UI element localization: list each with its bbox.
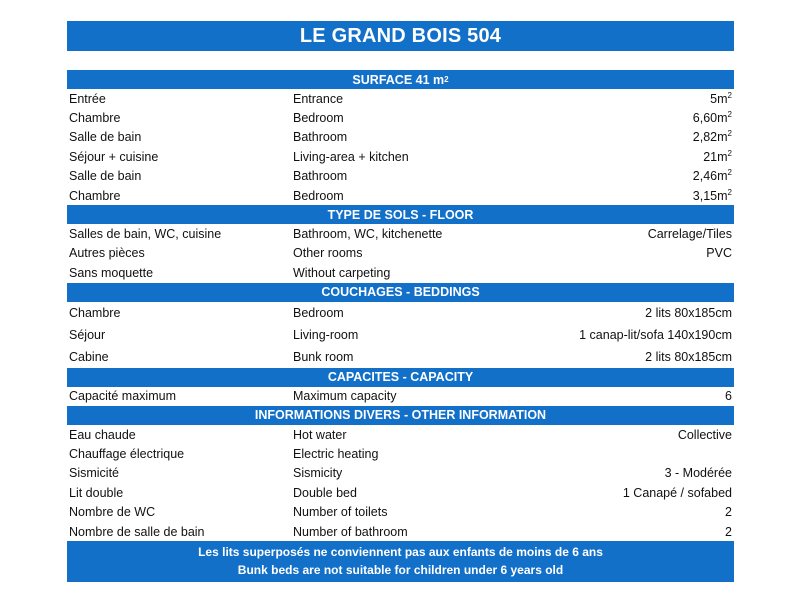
value-text: 1 canap-lit/sofa 140x190cm bbox=[579, 327, 732, 342]
label-en: Entrance bbox=[293, 91, 344, 106]
label-fr: Nombre de WC bbox=[69, 505, 156, 520]
label-fr: Chambre bbox=[69, 111, 121, 126]
label-en: Maximum capacity bbox=[293, 389, 397, 404]
value bbox=[517, 466, 734, 480]
table-row bbox=[67, 186, 734, 205]
value bbox=[517, 150, 734, 164]
value bbox=[517, 111, 734, 125]
warning-text-en: Bunk beds are not suitable for children under 6 years old bbox=[237, 563, 564, 578]
label-fr: Sans moquette bbox=[69, 265, 154, 280]
label-fr: Nombre de salle de bain bbox=[69, 524, 205, 539]
label-fr: Salle de bain bbox=[69, 169, 142, 184]
label-en: Other rooms bbox=[293, 246, 363, 261]
label-en: Bedroom bbox=[293, 111, 344, 126]
table-row bbox=[67, 324, 734, 346]
value-text: 3 - Modérée bbox=[664, 466, 732, 481]
label-fr: Séjour bbox=[69, 327, 106, 342]
label-en: Bedroom bbox=[293, 305, 344, 320]
section-floor-rows bbox=[67, 224, 734, 282]
value-text: Carrelage/Tiles bbox=[647, 227, 732, 242]
value bbox=[517, 306, 734, 320]
table-row bbox=[67, 263, 734, 282]
value-text: 2 bbox=[725, 505, 732, 520]
warning-text-fr: Les lits superposés ne conviennent pas aux enfants de moins de 6 ans bbox=[198, 545, 603, 560]
section-header-surface-label: SURFACE 41 m bbox=[352, 72, 445, 87]
value bbox=[517, 486, 734, 500]
page-title: LE GRAND BOIS 504 bbox=[67, 21, 734, 51]
value bbox=[517, 169, 734, 183]
label-en: Hot water bbox=[293, 427, 347, 442]
label-fr: Autres pièces bbox=[69, 246, 145, 261]
unit-superscript: 2 bbox=[727, 148, 732, 158]
value bbox=[517, 92, 734, 106]
table-row bbox=[67, 128, 734, 147]
label-en: Sismicity bbox=[293, 466, 343, 481]
section-header-beddings: COUCHAGES - BEDDINGS bbox=[67, 283, 734, 302]
label-en: Double bed bbox=[293, 485, 357, 500]
table-row bbox=[67, 483, 734, 502]
table-row bbox=[67, 444, 734, 463]
table-row bbox=[67, 302, 734, 324]
section-header-surface: SURFACE 41 m 2 bbox=[67, 70, 734, 89]
table-row bbox=[67, 108, 734, 127]
section-header-other: INFORMATIONS DIVERS - OTHER INFORMATION bbox=[67, 406, 734, 425]
value-text: 1 Canapé / sofabed bbox=[622, 485, 732, 500]
label-en: Electric heating bbox=[293, 446, 379, 461]
value bbox=[517, 189, 734, 203]
value bbox=[517, 428, 734, 442]
label-en: Bathroom bbox=[293, 130, 348, 145]
value-text: 3,15m bbox=[692, 188, 728, 203]
unit-superscript: 2 bbox=[727, 90, 732, 100]
value bbox=[517, 389, 734, 403]
section-header-floor: TYPE DE SOLS - FLOOR bbox=[67, 205, 734, 224]
value-text: 2 lits 80x185cm bbox=[645, 349, 732, 364]
table-row bbox=[67, 224, 734, 243]
label-fr: Séjour + cuisine bbox=[69, 149, 159, 164]
value-text: 2,46m bbox=[692, 169, 728, 184]
value bbox=[517, 505, 734, 519]
table-row bbox=[67, 89, 734, 108]
label-en: Bedroom bbox=[293, 188, 344, 203]
table-row bbox=[67, 425, 734, 444]
label-fr: Salle de bain bbox=[69, 130, 142, 145]
table-row bbox=[67, 522, 734, 541]
table-row bbox=[67, 346, 734, 368]
unit-superscript: 2 bbox=[727, 187, 732, 197]
value bbox=[517, 130, 734, 144]
unit-superscript: 2 bbox=[727, 168, 732, 178]
section-capacity-rows bbox=[67, 387, 734, 406]
value-text: 5m bbox=[710, 91, 728, 106]
label-en: Number of toilets bbox=[293, 505, 388, 520]
value bbox=[517, 246, 734, 260]
label-fr: Sismicité bbox=[69, 466, 120, 481]
label-en: Bathroom, WC, kitchenette bbox=[293, 227, 443, 242]
section-other-rows bbox=[67, 425, 734, 541]
label-fr: Capacité maximum bbox=[69, 389, 176, 404]
section-beddings-rows bbox=[67, 302, 734, 368]
value bbox=[517, 227, 734, 241]
label-en: Living-area + kitchen bbox=[293, 149, 409, 164]
bunk-bed-warning bbox=[67, 541, 734, 582]
label-fr: Chambre bbox=[69, 188, 121, 203]
label-fr: Chambre bbox=[69, 305, 121, 320]
table-row bbox=[67, 502, 734, 521]
label-fr: Chauffage électrique bbox=[69, 446, 185, 461]
label-en: Bathroom bbox=[293, 169, 348, 184]
unit-superscript: 2 bbox=[727, 109, 732, 119]
value bbox=[517, 328, 734, 342]
value-text: 6,60m bbox=[692, 111, 728, 126]
section-header-capacity: CAPACITES - CAPACITY bbox=[67, 368, 734, 387]
label-fr: Eau chaude bbox=[69, 427, 136, 442]
unit-superscript: 2 bbox=[727, 129, 732, 139]
value bbox=[517, 525, 734, 539]
label-fr: Lit double bbox=[69, 485, 124, 500]
table-row bbox=[67, 464, 734, 483]
section-surface-rows bbox=[67, 89, 734, 205]
value-text: 2 bbox=[725, 524, 732, 539]
table-row bbox=[67, 147, 734, 166]
label-en: Without carpeting bbox=[293, 265, 391, 280]
table-row bbox=[67, 167, 734, 186]
value-text: 6 bbox=[725, 389, 732, 404]
label-fr: Cabine bbox=[69, 349, 109, 364]
value-text: 2 lits 80x185cm bbox=[645, 305, 732, 320]
value-text: Collective bbox=[677, 427, 732, 442]
value-text: 2,82m bbox=[692, 130, 728, 145]
table-row bbox=[67, 244, 734, 263]
label-en: Number of bathroom bbox=[293, 524, 408, 539]
label-fr: Salles de bain, WC, cuisine bbox=[69, 227, 222, 242]
label-en: Bunk room bbox=[293, 349, 354, 364]
value bbox=[517, 350, 734, 364]
value-text: PVC bbox=[706, 246, 732, 261]
property-sheet bbox=[67, 70, 734, 582]
table-row bbox=[67, 387, 734, 406]
label-fr: Entrée bbox=[69, 91, 106, 106]
label-en: Living-room bbox=[293, 327, 359, 342]
value-text: 21m bbox=[703, 149, 728, 164]
